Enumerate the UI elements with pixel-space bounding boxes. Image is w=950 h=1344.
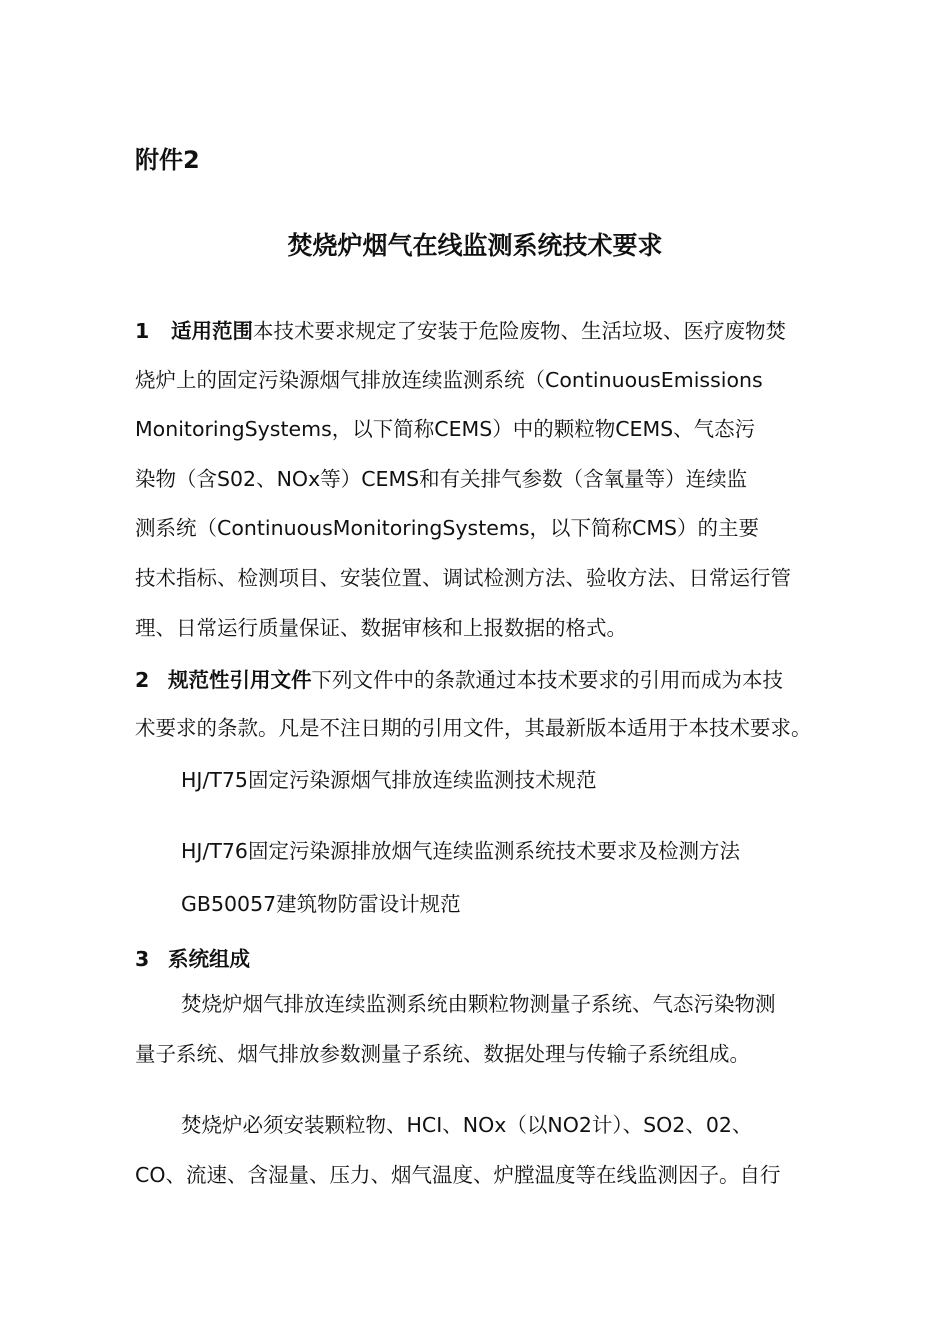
annex-label: 附件2 (135, 146, 200, 174)
reference-item: GB50057建筑物防雷设计规范 (181, 892, 461, 916)
section-3-paragraph-line: CO、流速、含湿量、压力、烟气温度、炉膛温度等在线监测因子。自行 (135, 1163, 781, 1187)
section-3-paragraph-line: 焚烧炉烟气排放连续监测系统由颗粒物测量子系统、气态污染物测 (181, 992, 776, 1016)
section-3-number: 3 (135, 947, 150, 971)
section-2-line: 术要求的条款。凡是不注日期的引用文件，其最新版本适用于本技术要求。 (135, 716, 812, 740)
document-title: 焚烧炉烟气在线监测系统技术要求 (287, 231, 663, 260)
section-1-line: 烧炉上的固定污染源烟气排放连续监测系统（ContinuousEmissions (135, 368, 763, 392)
section-3-heading-line (135, 945, 250, 973)
section-1-line: 测系统（ContinuousMonitoringSystems，以下简称CMS）的主要 (135, 516, 760, 540)
section-2-heading: 规范性引用文件 (168, 668, 312, 692)
section-3-paragraph-line: 焚烧炉必须安装颗粒物、HCI、NOx（以NO2计）、SO2、02、 (181, 1113, 753, 1137)
section-1-first-line (135, 317, 786, 345)
section-3-paragraph-line: 量子系统、烟气排放参数测量子系统、数据处理与传输子系统组成。 (135, 1042, 750, 1066)
section-1-heading: 适用范围 (171, 319, 253, 343)
section-1-line: 技术指标、检测项目、安装位置、调试检测方法、验收方法、日常运行管 (135, 566, 791, 590)
section-3-heading: 系统组成 (168, 947, 250, 971)
section-2-first-line (135, 666, 783, 694)
section-2-text: 下列文件中的条款通过本技术要求的引用而成为本技 (311, 668, 783, 692)
section-1-line: 理、日常运行质量保证、数据审核和上报数据的格式。 (135, 616, 627, 640)
section-1-line: 染物（含S02、NOx等）CEMS和有关排气参数（含氧量等）连续监 (135, 467, 748, 491)
section-2-number: 2 (135, 668, 150, 692)
section-1-number: 1 (135, 319, 150, 343)
reference-item: HJ/T75固定污染源烟气排放连续监测技术规范 (181, 768, 597, 792)
reference-item: HJ/T76固定污染源排放烟气连续监测系统技术要求及检测方法 (181, 839, 740, 863)
section-1-line: MonitoringSystems，以下简称CEMS）中的颗粒物CEMS、气态污 (135, 417, 756, 441)
section-1-text: 本技术要求规定了安装于危险废物、生活垃圾、医疗废物焚 (253, 319, 786, 343)
